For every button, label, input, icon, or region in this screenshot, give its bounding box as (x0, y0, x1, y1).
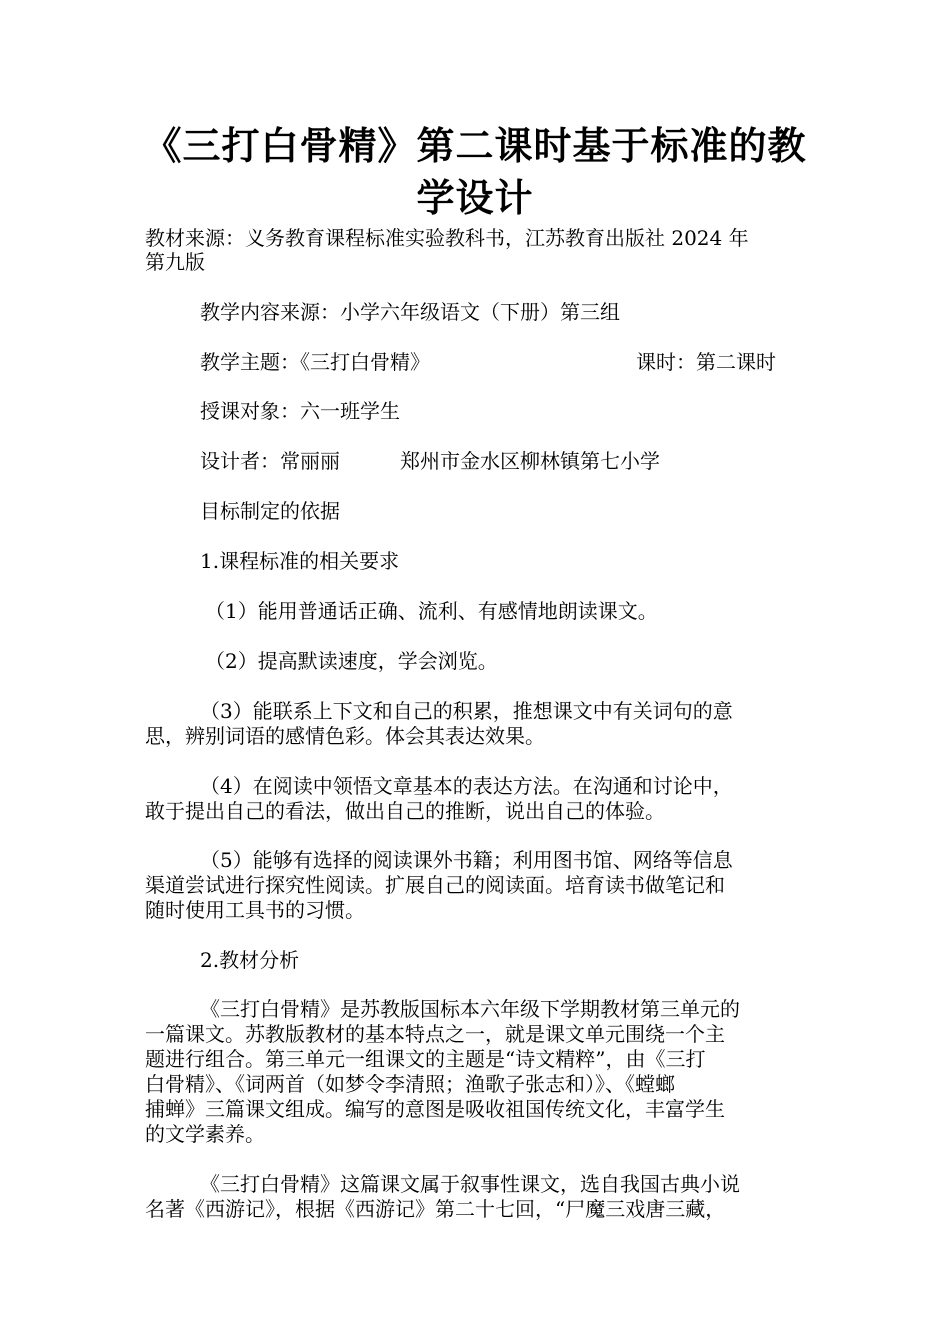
designer: 设计者：常丽丽 (200, 449, 340, 473)
paragraph-1-line-5: 捕蝉》三篇课文组成。编写的意图是吸收祖国传统文化，丰富学生 (145, 1097, 725, 1121)
requirement-5-line-1: （5）能够有选择的阅读课外书籍；利用图书馆、网络等信息 (200, 848, 733, 872)
teaching-theme: 教学主题：《三打白骨精》 (200, 350, 430, 374)
requirement-2: （2）提高默读速度，学会浏览。 (205, 649, 498, 673)
document-title: 《三打白骨精》第二课时基于标准的教学设计 (143, 123, 807, 220)
requirement-5-line-3: 随时使用工具书的习惯。 (145, 898, 365, 922)
basis-heading: 目标制定的依据 (200, 499, 340, 523)
requirement-1: （1）能用普通话正确、流利、有感情地朗读课文。 (205, 599, 658, 623)
paragraph-2-line-2: 名著《西游记》，根据《西游记》第二十七回，“尸魔三戏唐三藏， (145, 1197, 726, 1221)
requirement-4-line-2: 敢于提出自己的看法，做出自己的推断，说出自己的体验。 (145, 799, 665, 823)
requirement-4-line-1: （4）在阅读中领悟文章基本的表达方法。在沟通和讨论中， (200, 774, 733, 798)
paragraph-1-line-1: 《三打白骨精》是苏教版国标本六年级下学期教材第三单元的 (200, 997, 740, 1021)
content-source: 教学内容来源：小学六年级语文（下册）第三组 (200, 300, 620, 324)
class-period: 课时：第二课时 (636, 350, 776, 374)
paragraph-1-line-6: 的文学素养。 (145, 1122, 265, 1146)
section-1-heading: 1.课程标准的相关要求 (200, 549, 400, 573)
section-2-heading: 2.教材分析 (200, 948, 300, 972)
source-line-1: 教材来源：义务教育课程标准实验教科书，江苏教育出版社 2024 年 (145, 226, 749, 250)
school: 郑州市金水区柳林镇第七小学 (400, 449, 660, 473)
paragraph-2-line-1: 《三打白骨精》这篇课文属于叙事性课文，选自我国古典小说 (200, 1172, 740, 1196)
paragraph-1-line-4: 白骨精》、《词两首（如梦令李清照；渔歌子张志和）》、《螳螂 (145, 1072, 675, 1096)
requirement-3-line-1: （3）能联系上下文和自己的积累，推想课文中有关词句的意 (200, 699, 733, 723)
paragraph-1-line-2: 一篇课文。苏教版教材的基本特点之一，就是课文单元围绕一个主 (145, 1022, 725, 1046)
audience: 授课对象：六一班学生 (200, 399, 400, 423)
paragraph-1-line-3: 题进行组合。第三单元一组课文的主题是“诗文精粹”，由《三打 (145, 1047, 706, 1071)
requirement-5-line-2: 渠道尝试进行探究性阅读。扩展自己的阅读面。培育读书做笔记和 (145, 873, 725, 897)
source-line-2: 第九版 (145, 250, 205, 274)
requirement-3-line-2: 思，辨别词语的感情色彩。体会其表达效果。 (145, 724, 545, 748)
